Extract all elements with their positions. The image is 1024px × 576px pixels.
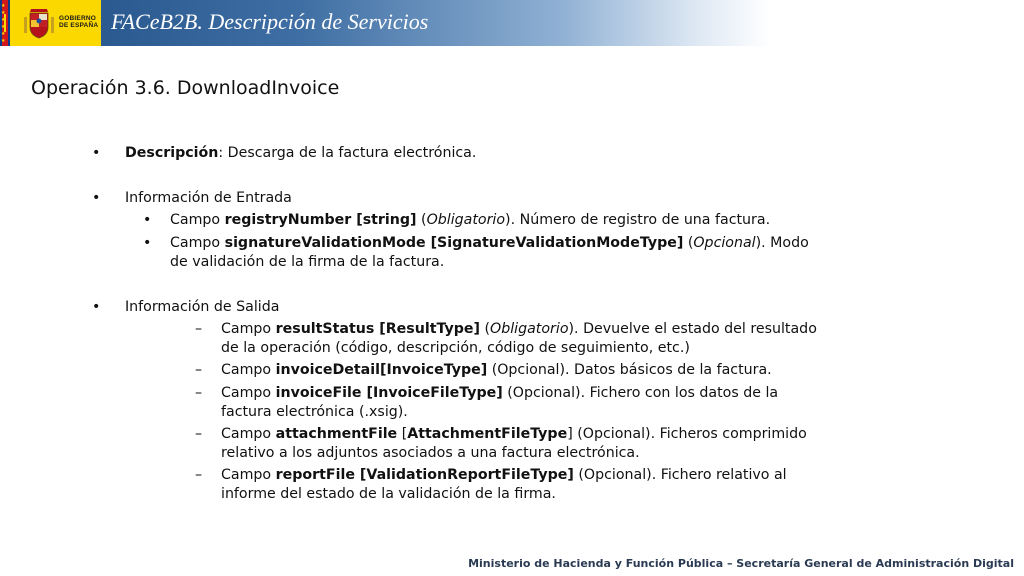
dash-marker: – bbox=[195, 385, 203, 401]
input-field-item-continuation: de validación de la firma de la factura. bbox=[170, 254, 445, 270]
field-name: invoiceDetail[InvoiceType] bbox=[275, 362, 488, 378]
field-name: registryNumber [string] bbox=[224, 212, 417, 228]
field-name: reportFile [ValidationReportFileType] bbox=[275, 467, 574, 483]
input-field-item: Campo registryNumber [string] (Obligatorio). Número de registro de una factura. bbox=[170, 212, 771, 228]
output-field-item-continuation: relativo a los adjuntos asociados a una factura electrónica. bbox=[221, 445, 640, 461]
field-type: AttachmentFileType bbox=[407, 426, 568, 442]
bullet-marker: • bbox=[92, 190, 101, 206]
description-label: Descripción bbox=[125, 145, 219, 161]
output-field-item-continuation: informe del estado de la validación de la firma. bbox=[221, 486, 556, 502]
logo-text: GOBIERNO DE ESPAÑA bbox=[59, 15, 99, 29]
sub-bullet-marker: • bbox=[143, 212, 152, 228]
field-name: attachmentFile bbox=[275, 426, 398, 442]
footer-text: Ministerio de Hacienda y Función Pública – Secretaría General de Administración Digital bbox=[468, 557, 1014, 570]
field-name: resultStatus [ResultType] bbox=[275, 321, 480, 337]
dash-marker: – bbox=[195, 362, 203, 378]
field-qualifier: Obligatorio bbox=[490, 321, 569, 337]
dash-marker: – bbox=[195, 467, 203, 483]
output-field-item-continuation: factura electrónica (.xsig). bbox=[221, 404, 408, 420]
input-section-label: Información de Entrada bbox=[125, 190, 292, 206]
output-field-item: Campo reportFile [ValidationReportFileType] (Opcional). Fichero relativo al bbox=[221, 467, 787, 483]
dash-marker: – bbox=[195, 321, 203, 337]
field-qualifier: Opcional bbox=[693, 235, 756, 251]
description-item bbox=[125, 144, 476, 164]
field-name: signatureValidationMode [SignatureValidationModeType] bbox=[224, 235, 684, 251]
output-field-item: Campo invoiceDetail[InvoiceType] (Opcional). Datos básicos de la factura. bbox=[221, 362, 772, 378]
output-field-item: Campo invoiceFile [InvoiceFileType] (Opcional). Fichero con los datos de la bbox=[221, 385, 779, 401]
field-qualifier: Obligatorio bbox=[426, 212, 506, 228]
dash-marker: – bbox=[195, 426, 203, 442]
output-field-item: Campo resultStatus [ResultType] (Obligatorio). Devuelve el estado del resultado bbox=[221, 321, 817, 337]
input-field-item: Campo signatureValidationMode [SignatureValidationModeType] (Opcional). Modo bbox=[170, 235, 809, 251]
presentation-title: FACeB2B. Descripción de Servicios bbox=[111, 9, 429, 34]
output-section-label: Información de Salida bbox=[125, 299, 280, 315]
output-field-item: Campo attachmentFile [AttachmentFileType] (Opcional). Ficheros comprimido bbox=[221, 426, 807, 442]
bullet-marker: • bbox=[92, 299, 101, 315]
description-text: : Descarga de la factura electrónica. bbox=[218, 145, 477, 161]
bullet-marker: • bbox=[92, 145, 101, 161]
spain-eu-flag-strip: ★ ★ ★ ★ ★ ★ bbox=[0, 0, 10, 46]
slide-heading: Operación 3.6. DownloadInvoice bbox=[31, 77, 340, 99]
output-field-item-continuation: de la operación (código, descripción, código de seguimiento, etc.) bbox=[221, 340, 690, 356]
sub-bullet-marker: • bbox=[143, 235, 152, 251]
field-name: invoiceFile [InvoiceFileType] bbox=[275, 385, 503, 401]
